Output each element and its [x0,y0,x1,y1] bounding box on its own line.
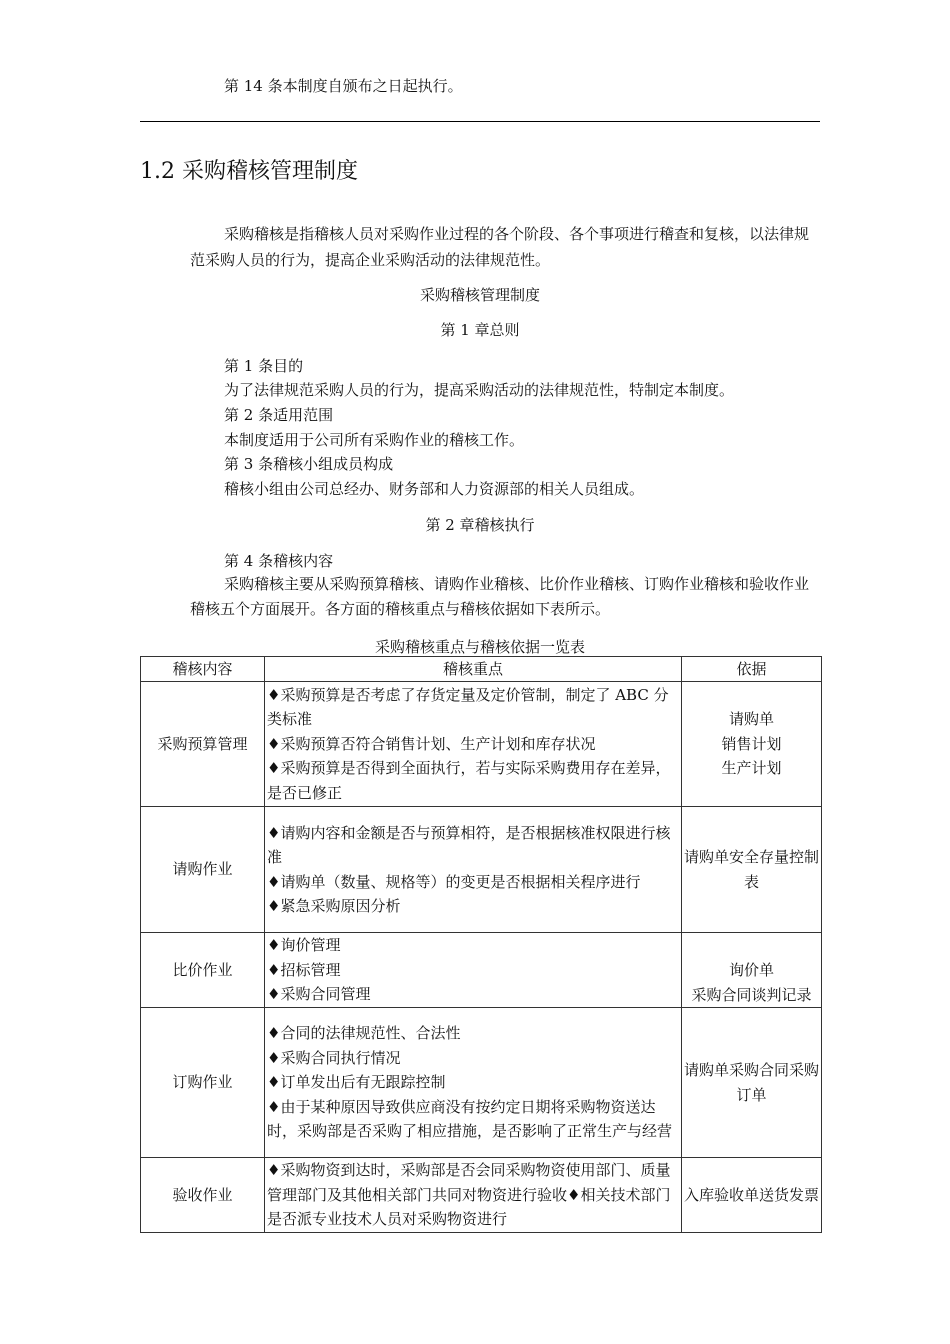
article-3-text: 稽核小组由公司总经办、财务部和人力资源部的相关人员组成。 [224,480,645,498]
row-points [265,682,682,807]
table-row [141,1008,822,1158]
article-4-title: 第 4 条稽核内容 [224,552,334,570]
basis-text: 入库验收单送货发票 [684,1185,820,1204]
chapter-1-title: 第 1 章总则 [440,321,520,339]
basis-text: 请购单 [728,710,774,729]
article-1-title: 第 1 条目的 [224,357,304,375]
row-item: 订购作业 [141,1008,265,1158]
article-2-title: 第 2 条适用范围 [224,406,334,424]
intro-paragraph: 采购稽核是指稽核人员对采购作业过程的各个阶段、各个事项进行稽查和复核，以法律规范采购人员的行为，提高企业采购活动的法律规范性。 [190,225,810,269]
point-text: ♦采购预算否符合销售计划、生产计划和库存状况 [267,734,596,753]
row-points [265,933,682,1008]
point-text: ♦合同的法律规范性、合法性 [267,1024,461,1043]
point-text: ♦请购内容和金额是否与预算相符，是否根据核准权限进行核准 [267,823,671,866]
point-text: ♦采购合同执行情况 [267,1048,401,1067]
row-item: 采购预算管理 [141,682,265,807]
header-audit-focus: 稽核重点 [265,657,682,682]
audit-table [140,656,822,1233]
header-basis: 依据 [682,657,822,682]
point-text: ♦紧急采购原因分析 [267,897,401,915]
article-1-text: 为了法律规范采购人员的行为，提高采购活动的法律规范性，特制定本制度。 [224,381,735,399]
point-text: ♦由于某种原因导致供应商没有按约定日期将采购物资送达时，采购部是否采购了相应措施，是否影响了正常生产与经营 [267,1097,673,1141]
basis-text: 采购合同谈判记录 [691,985,812,1004]
row-points [265,1008,682,1158]
article-4-text: 采购稽核主要从采购预算稽核、请购作业稽核、比价作业稽核、订购作业稽核和验收作业稽核五个方面展开。各方面的稽核重点与稽核依据如下表所示。 [190,575,810,618]
row-item: 验收作业 [141,1158,265,1233]
table-row [141,1158,822,1233]
point-text: ♦招标管理 [267,960,341,979]
row-basis [682,933,822,1008]
row-basis [682,1008,822,1158]
row-item: 请购作业 [141,807,265,933]
point-text: ♦采购预算是否考虑了存货定量及定价管制，制定了 ABC 分类标准 [267,685,669,729]
row-points [265,807,682,933]
table-caption: 采购稽核重点与稽核依据一览表 [374,638,585,656]
section-heading: 1.2 采购稽核管理制度 [140,159,358,184]
basis-text: 询价单 [728,961,774,979]
row-item: 比价作业 [141,933,265,1008]
point-text: ♦订单发出后有无跟踪控制 [267,1073,446,1092]
basis-text: 销售计划 [721,734,782,753]
basis-text: 生产计划 [721,759,782,778]
point-text: ♦采购合同管理 [267,985,371,1004]
point-text: ♦采购预算是否得到全面执行，若与实际采购费用存在差异，是否已修正 [267,759,671,802]
row-basis [682,682,822,807]
chapter-2-title: 第 2 章稽核执行 [425,516,535,534]
header-audit-content: 稽核内容 [141,657,265,682]
basis-text: 请购单采购合同采购订单 [684,1061,820,1104]
table-row [141,807,822,933]
row-basis [682,1158,822,1233]
document-title: 采购稽核管理制度 [419,286,540,304]
point-text: ♦询价管理 [267,936,341,955]
article-3-title: 第 3 条稽核小组成员构成 [224,455,394,473]
basis-text: 请购单安全存量控制表 [684,848,820,891]
section-divider [140,121,820,122]
article-2-text: 本制度适用于公司所有采购作业的稽核工作。 [224,431,525,449]
row-points [265,1158,682,1233]
table-row [141,933,822,1008]
point-text: ♦采购物资到达时，采购部是否会同采购物资使用部门、质量管理部门及其他相关部门共同对物资进行验收♦相关技术部门是否派专业技术人员对采购物资进行 [267,1161,671,1229]
table-row [141,682,822,807]
table-header-row [141,657,822,682]
row-basis [682,807,822,933]
point-text: ♦请购单（数量、规格等）的变更是否根据相关程序进行 [267,872,641,891]
previous-article: 第 14 条本制度自颁布之日起执行。 [224,77,463,95]
